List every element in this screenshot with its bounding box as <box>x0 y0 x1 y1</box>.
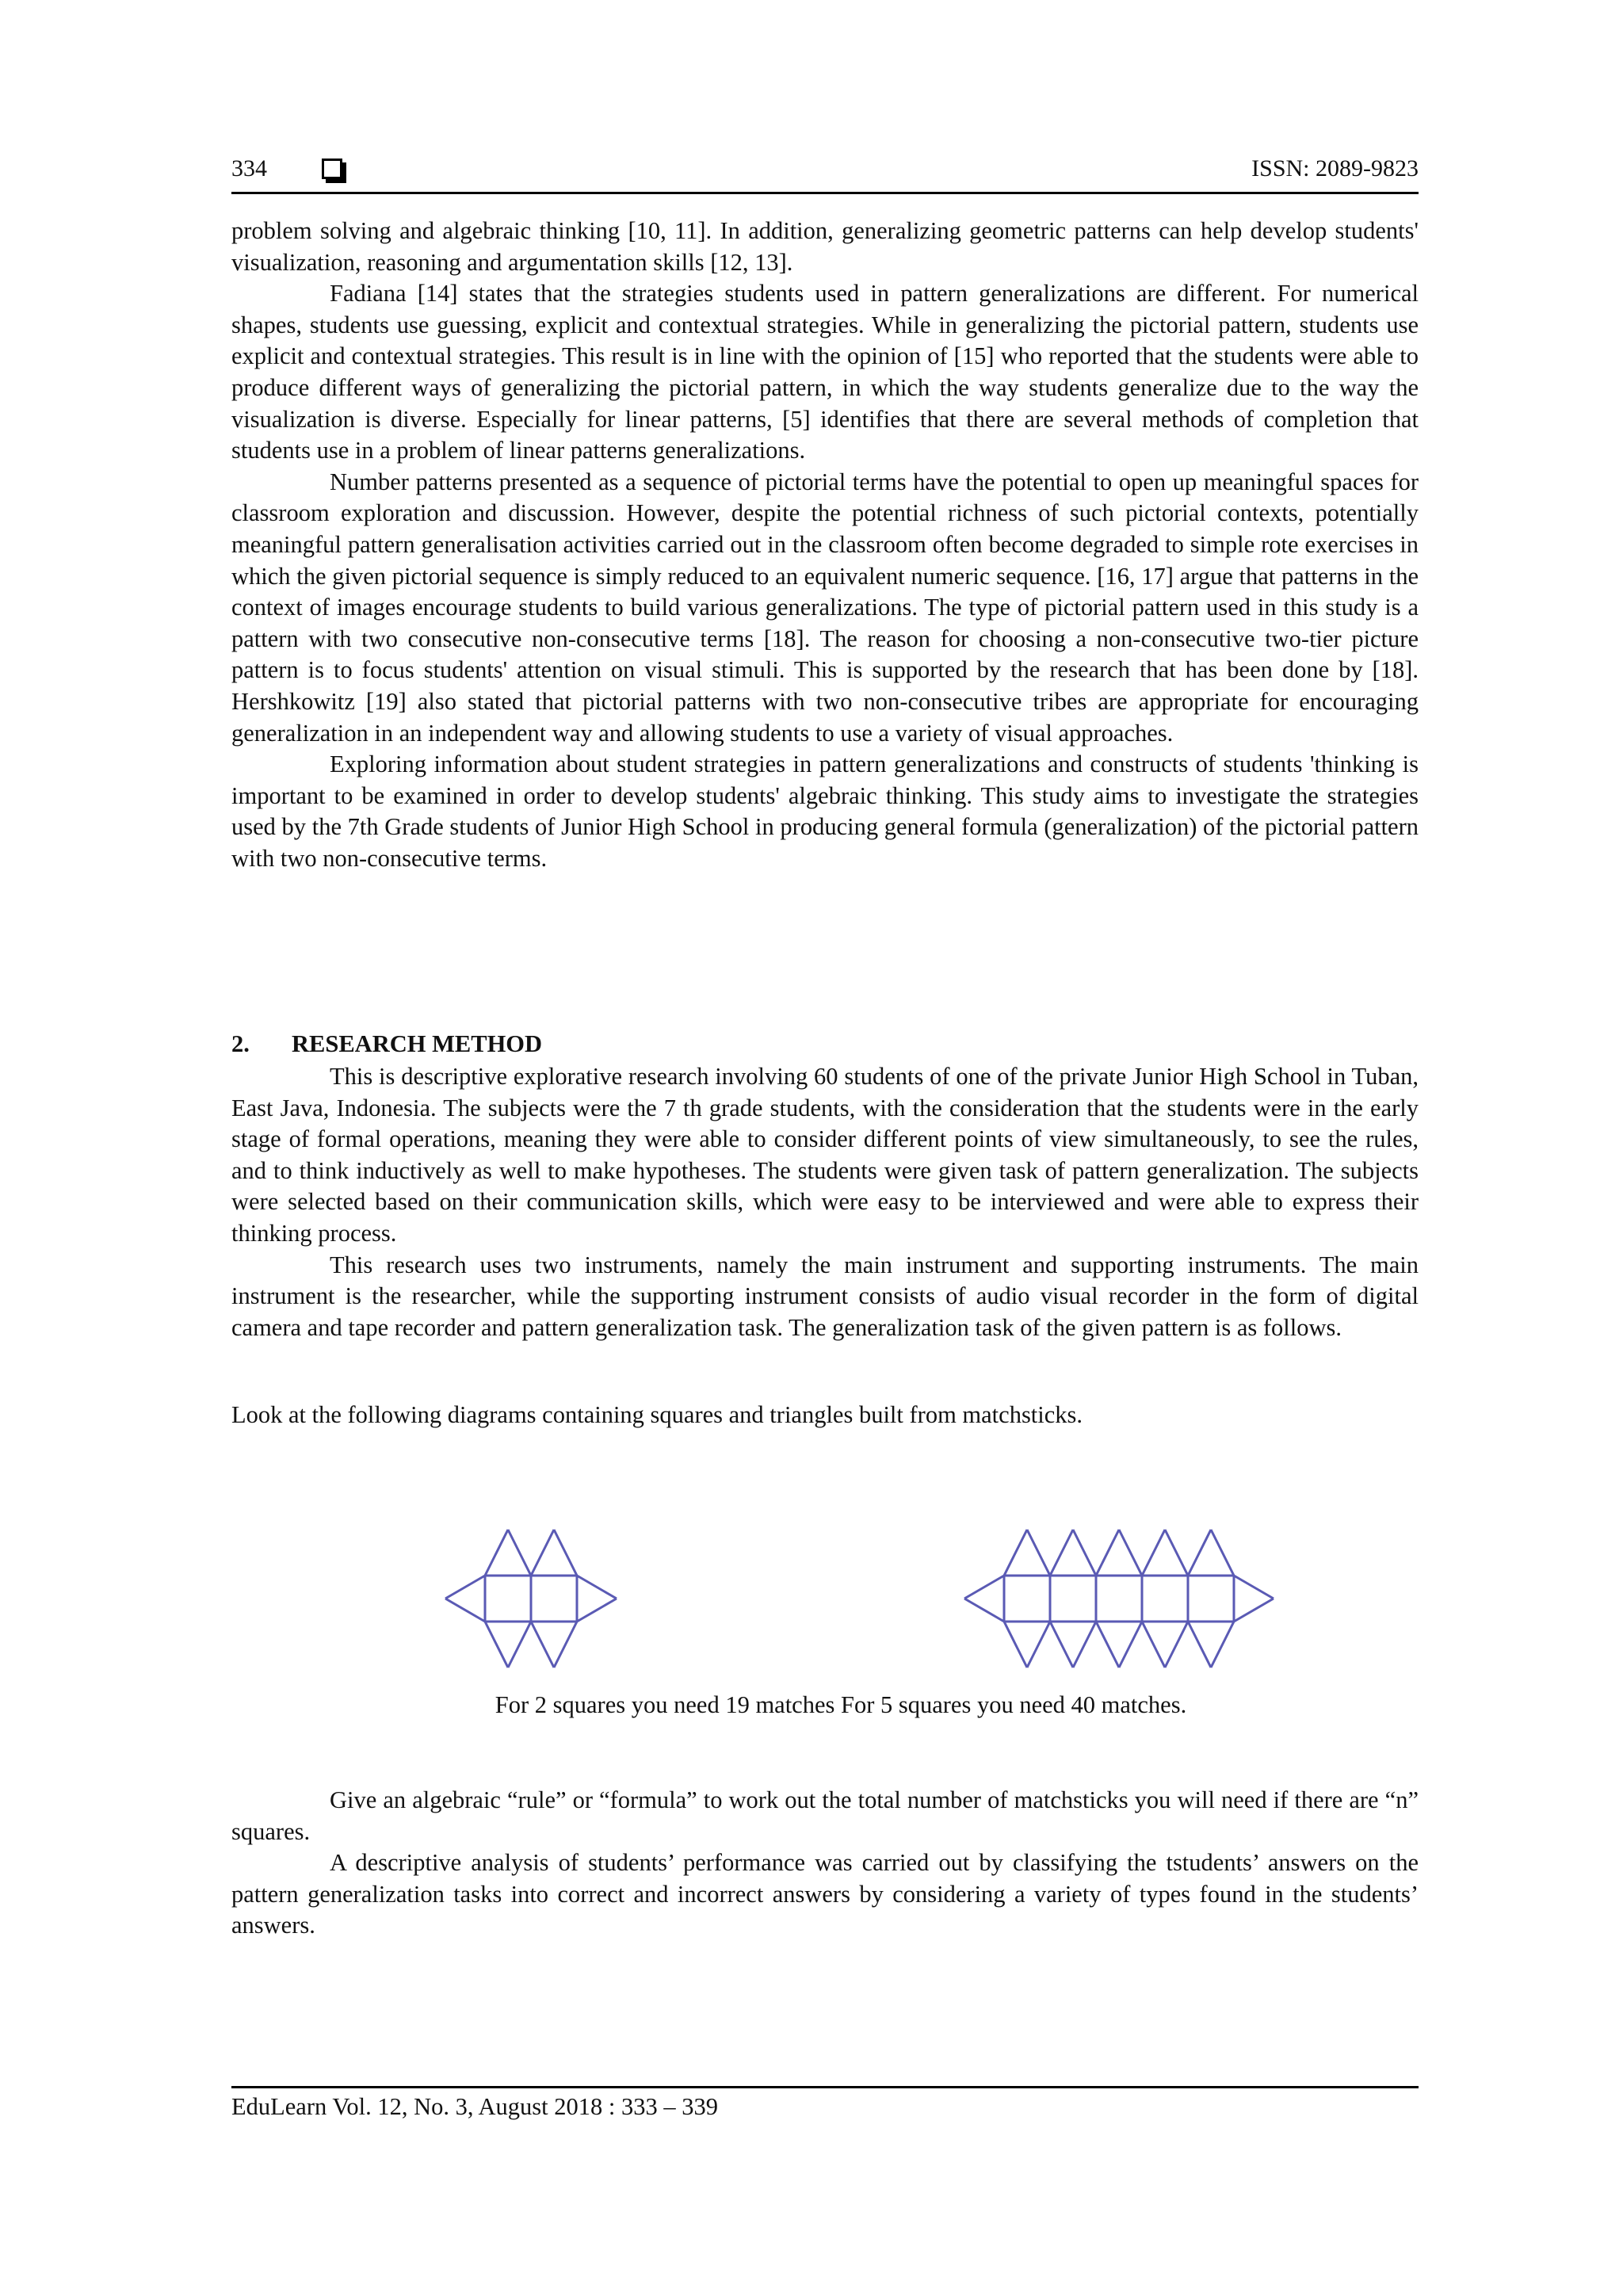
matchstick <box>445 1599 485 1622</box>
matchstick <box>577 1599 617 1622</box>
matchstick <box>1004 1530 1027 1576</box>
matchstick <box>577 1576 617 1599</box>
matchstick <box>1234 1599 1274 1622</box>
section-heading <box>231 1030 542 1058</box>
matchstick <box>508 1622 531 1668</box>
matchstick <box>531 1530 554 1576</box>
matchstick <box>485 1530 508 1576</box>
matchstick <box>1050 1622 1073 1668</box>
matchstick <box>508 1530 531 1576</box>
matchstick <box>1027 1622 1050 1668</box>
page-footer <box>231 2086 1419 2121</box>
matchstick <box>1211 1622 1234 1668</box>
matchstick <box>1004 1622 1027 1668</box>
paragraph: This research uses two instruments, namely the main instrument and supporting instruments. The main instrument is the researcher, while the supporting instrument consists of audio visual recorder in the form of digital camera and tape recorder and pattern generalization task. The generalization task of the given pattern is as follows. <box>231 1251 1419 1341</box>
paragraph: Give an algebraic “rule” or “formula” to work out the total number of matchsticks you will need if there are “n” squares. <box>231 1786 1419 1845</box>
matchstick <box>1188 1622 1211 1668</box>
matchstick <box>1142 1622 1165 1668</box>
closing-section <box>231 1785 1419 1942</box>
matchstick <box>1096 1622 1119 1668</box>
matchstick <box>554 1622 577 1668</box>
matchstick <box>1096 1530 1119 1576</box>
matchstick <box>964 1576 1004 1599</box>
paragraph: Fadiana [14] states that the strategies students used in pattern generalizations are different. For numerical shapes, students use guessing, explicit and contextual strategies. While in generalizing the pictorial pattern, students use explicit and contextual strategies. This result is in line with the opinion of [15] who reported that the students were able to produce different ways of generalizing the pictorial pattern, in which the way students generalize due to the way the visualization is diverse. Especially for linear patterns, [5] identifies that there are several methods of completion that students use in a problem of linear patterns generalizations. <box>231 280 1419 464</box>
section-title: RESEARCH METHOD <box>292 1030 543 1057</box>
matchstick <box>531 1622 554 1668</box>
intro-section <box>231 216 1419 874</box>
matchstick-diagrams <box>428 1506 1300 1688</box>
matchstick <box>1165 1622 1188 1668</box>
method-section <box>231 1061 1419 1343</box>
paragraph: This is descriptive explorative research involving 60 students of one of the private Junior High School in Tuban, East Java, Indonesia. The subjects were the 7 th grade students, with the consideration that the students were in the early stage of formal operations, meaning they were able to consider different points of view simultaneously, to see the rules, and to think inductively as well to make hypotheses. The students were given task of pattern generalization. The subjects were selected based on their communication skills, which were easy to be interviewed and were able to express their thinking process. <box>231 1063 1419 1247</box>
matchstick <box>1165 1530 1188 1576</box>
matchstick <box>554 1530 577 1576</box>
task-intro: Look at the following diagrams containing squares and triangles built from matchsticks. <box>231 1401 1083 1428</box>
matchstick-figure <box>428 1506 1300 1688</box>
figure-caption: For 2 squares you need 19 matches For 5 squares you need 40 matches. <box>495 1691 1187 1718</box>
matchstick <box>1073 1530 1096 1576</box>
journal-citation: EduLearn Vol. 12, No. 3, August 2018 : 333 – 339 <box>231 2093 718 2120</box>
matchstick <box>485 1622 508 1668</box>
diagram-2-squares <box>445 1530 617 1668</box>
matchstick <box>964 1599 1004 1622</box>
matchstick <box>1142 1530 1165 1576</box>
diagram-5-squares <box>964 1530 1274 1668</box>
matchstick <box>1050 1530 1073 1576</box>
matchstick <box>1188 1530 1211 1576</box>
matchstick <box>1211 1530 1234 1576</box>
matchstick <box>1234 1576 1274 1599</box>
page-number: 334 <box>231 155 267 181</box>
matchstick <box>1119 1622 1142 1668</box>
page-header <box>231 155 1419 194</box>
section-number: 2. <box>231 1030 250 1057</box>
matchstick <box>1119 1530 1142 1576</box>
issn-label: ISSN: 2089-9823 <box>1251 155 1419 181</box>
paragraph: Exploring information about student strategies in pattern generalizations and constructs of students 'thinking is important to be examined in order to develop students' algebraic thinking. This study aims to investigate the strategies used by the 7th Grade students of Junior High School in producing general formula (generalization) of the pictorial pattern with two non-consecutive terms. <box>231 751 1419 872</box>
paragraph: A descriptive analysis of students’ performance was carried out by classifying the tstudents’ answers on the pattern generalization tasks into correct and incorrect answers by considering a variety of types found in the students’ answers. <box>231 1849 1419 1939</box>
matchstick <box>1073 1622 1096 1668</box>
paragraph: problem solving and algebraic thinking [10, 11]. In addition, generalizing geometric patterns can help develop students' visualization, reasoning and argumentation skills [12, 13]. <box>231 217 1419 276</box>
checkbox-bullet-icon <box>322 159 342 179</box>
paragraph: Number patterns presented as a sequence of pictorial terms have the potential to open up meaningful spaces for classroom exploration and discussion. However, despite the potential richness of such pictorial contexts, potentially meaningful pattern generalisation activities carried out in the classroom often become degraded to simple rote exercises in which the given pictorial sequence is simply reduced to an equivalent numeric sequence. [16, 17] argue that patterns in the context of images encourage students to build various generalizations. The type of pictorial pattern used in this study is a pattern with two consecutive non-consecutive terms [18]. The reason for choosing a non-consecutive two-tier picture pattern is to focus students' attention on visual stimuli. This is supported by the research that has been done by [18]. Hershkowitz [19] also stated that pictorial patterns with two non-consecutive tribes are appropriate for encouraging generalization in an independent way and allowing students to use a variety of visual approaches. <box>231 468 1419 747</box>
matchstick <box>445 1576 485 1599</box>
matchstick <box>1027 1530 1050 1576</box>
